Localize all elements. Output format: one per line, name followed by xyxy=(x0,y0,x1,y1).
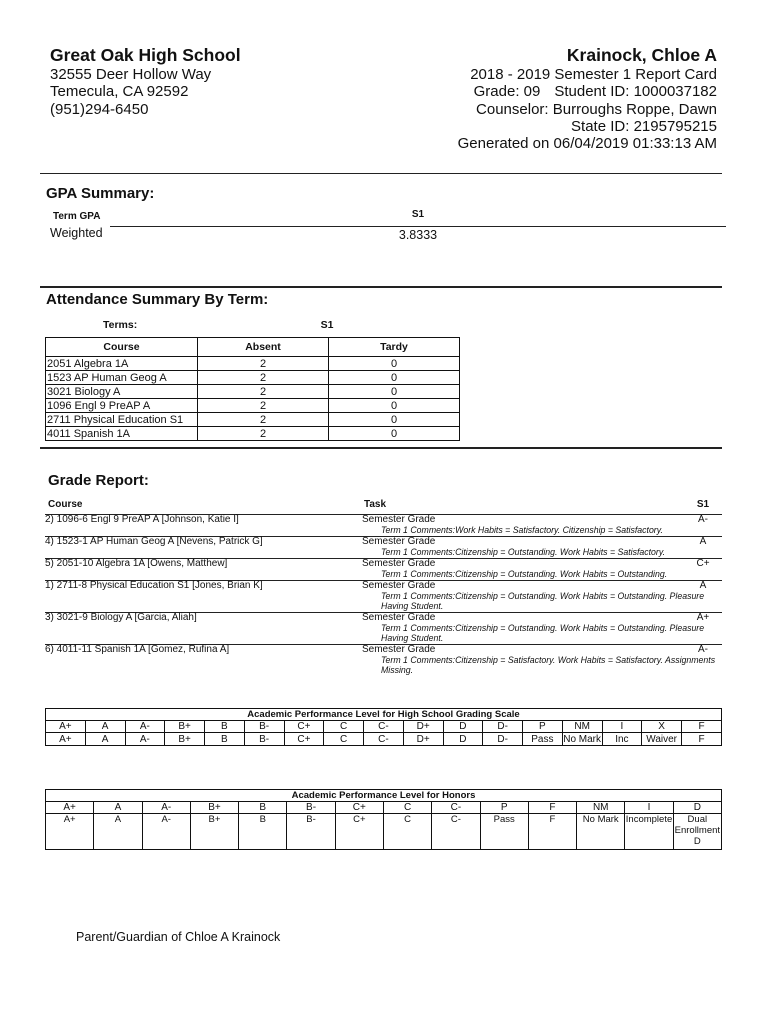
grade-report-course: 5) 2051-10 Algebra 1A [Owens, Matthew] xyxy=(45,558,228,569)
honors-scale-mark: NM xyxy=(577,802,625,814)
grade-report-comment: Term 1 Comments:Citizenship = Outstanding. Work Habits = Outstanding. Pleasure Having Student. xyxy=(381,623,705,643)
attendance-row xyxy=(46,357,460,371)
honors-scale-mark: D xyxy=(673,802,721,814)
hs-grading-scale-table xyxy=(45,708,722,746)
grade-report-comment: Term 1 Comments:Work Habits = Satisfactory. Citizenship = Satisfactory. xyxy=(381,525,663,535)
grade-report-course: 3) 3021-9 Biology A [Garcia, Aliah] xyxy=(45,612,197,623)
attendance-course: 1096 Engl 9 PreAP A xyxy=(46,399,198,413)
honors-scale-title: Academic Performance Level for Honors xyxy=(46,790,722,802)
hs-scale-mark: C- xyxy=(364,721,404,733)
grade-report-grade: A xyxy=(699,580,707,591)
grade-report-task: Semester Grade xyxy=(362,558,436,569)
grade-report-row-main xyxy=(45,581,722,591)
attendance-absent: 2 xyxy=(198,427,329,441)
school-phone: (951)294-6450 xyxy=(50,100,149,118)
grade-report-row xyxy=(45,515,722,537)
attendance-term: S1 xyxy=(320,319,334,331)
grade-report-row xyxy=(45,581,722,613)
grade-report-comment: Term 1 Comments:Citizenship = Satisfactory. Work Habits = Satisfactory. Assignments Missing. xyxy=(381,655,716,675)
hs-scale-mark: D xyxy=(443,721,483,733)
student-id: Student ID: 1000037182 xyxy=(554,83,717,101)
hs-scale-description: No Mark xyxy=(563,733,602,745)
attendance-absent: 2 xyxy=(198,385,329,399)
grade-report-grade: A- xyxy=(698,644,708,655)
hs-scale-mark: I xyxy=(602,721,642,733)
attendance-row xyxy=(46,413,460,427)
attendance-col-absent: Absent xyxy=(198,338,329,357)
grade-report-course: 6) 4011-11 Spanish 1A [Gomez, Rufina A] xyxy=(45,644,230,655)
honors-scale-description: C xyxy=(383,814,431,850)
attendance-row xyxy=(46,385,460,399)
honors-scale-description: C- xyxy=(432,814,480,850)
grade-report-row xyxy=(45,537,722,559)
grade-report-row xyxy=(45,559,722,581)
student-name: Krainock, Chloe A xyxy=(566,45,717,65)
hs-scale-mark: B+ xyxy=(165,721,205,733)
honors-scale-description: B+ xyxy=(190,814,238,850)
grade-report-task: Semester Grade xyxy=(362,536,436,547)
attendance-row xyxy=(46,427,460,441)
honors-scale-mark: P xyxy=(480,802,528,814)
honors-scale-description: No Mark xyxy=(577,814,625,850)
gpa-row-label: Weighted xyxy=(50,226,103,240)
grade-report-task: Semester Grade xyxy=(362,580,436,591)
grade-report-row xyxy=(45,613,722,645)
honors-scale-description: B xyxy=(239,814,287,850)
hs-scale-marks-row xyxy=(46,721,722,733)
hs-scale-description: C+ xyxy=(284,733,324,746)
hs-scale-description: Pass xyxy=(523,733,563,746)
attendance-row xyxy=(46,399,460,413)
hs-scale-mark: X xyxy=(642,721,682,733)
hs-scale-mark: A+ xyxy=(46,721,86,733)
hs-scale-mark: B xyxy=(205,721,245,733)
hs-scale-description: A- xyxy=(125,733,165,746)
hs-scale-mark: P xyxy=(523,721,563,733)
attendance-course: 3021 Biology A xyxy=(46,385,198,399)
gpa-term-column: S1 xyxy=(411,209,425,220)
attendance-course: 2051 Algebra 1A xyxy=(46,357,198,371)
attendance-tardy: 0 xyxy=(329,413,460,427)
hs-scale-description: C xyxy=(324,733,364,746)
grade-report-grade: A- xyxy=(698,514,708,525)
hs-scale-descriptions-row xyxy=(46,733,722,746)
attendance-terms-label: Terms: xyxy=(103,319,138,331)
generated-timestamp: Generated on 06/04/2019 01:33:13 AM xyxy=(457,135,717,153)
hs-scale-mark: D- xyxy=(483,721,523,733)
grade-report-task: Semester Grade xyxy=(362,644,436,655)
attendance-tardy: 0 xyxy=(329,399,460,413)
grade-report-comment: Term 1 Comments:Citizenship = Outstanding. Work Habits = Satisfactory. xyxy=(381,547,665,557)
grade-report-row-main xyxy=(45,537,722,547)
grade-report-col-course: Course xyxy=(48,499,83,510)
grade-report-col-term: S1 xyxy=(696,499,710,510)
gpa-header-underline xyxy=(110,226,726,227)
state-id: State ID: 2195795215 xyxy=(571,117,717,135)
attendance-col-course: Course xyxy=(46,338,198,357)
grade-report-col-task: Task xyxy=(364,499,387,510)
hs-scale-description: Waiver xyxy=(642,733,682,746)
grade-report-row xyxy=(45,645,722,676)
grade-report-row-main xyxy=(45,645,722,655)
honors-scale-mark: C+ xyxy=(335,802,383,814)
gpa-value: 3.8333 xyxy=(398,228,438,242)
honors-scale-description: Dual Enrollment D xyxy=(674,814,721,847)
grade-report-grade: A+ xyxy=(696,612,710,623)
attendance-absent: 2 xyxy=(198,357,329,371)
attendance-divider xyxy=(40,447,722,449)
honors-scale-mark: A+ xyxy=(46,802,94,814)
honors-scale-mark: I xyxy=(625,802,673,814)
hs-scale-mark: C xyxy=(324,721,364,733)
grade-report-course: 1) 2711-8 Physical Education S1 [Jones, Brian K] xyxy=(45,580,263,591)
student-info xyxy=(458,45,717,152)
attendance-heading: Attendance Summary By Term: xyxy=(46,291,269,308)
attendance-tardy: 0 xyxy=(329,427,460,441)
grade-report-row-main xyxy=(45,613,722,623)
school-street: 32555 Deer Hollow Way xyxy=(50,66,212,83)
honors-scale-mark: B+ xyxy=(190,802,238,814)
attendance-tardy: 0 xyxy=(329,385,460,399)
hs-scale-mark: A- xyxy=(125,721,165,733)
honors-scale-description: A- xyxy=(142,814,190,850)
grade-report-course: 2) 1096-6 Engl 9 PreAP A [Johnson, Katie I] xyxy=(45,514,239,525)
honors-scale-description-cell xyxy=(673,814,721,850)
attendance-course: 4011 Spanish 1A xyxy=(46,427,198,441)
honors-scale-description: A+ xyxy=(46,814,94,850)
attendance-course: 2711 Physical Education S1 xyxy=(46,413,198,427)
honors-scale-description: B- xyxy=(287,814,335,850)
honors-scale-description: A xyxy=(94,814,142,850)
hs-scale-mark: A xyxy=(85,721,125,733)
grade-report-grade: A xyxy=(699,536,707,547)
school-city: Temecula, CA 92592 xyxy=(50,83,189,101)
honors-scale-mark: A xyxy=(94,802,142,814)
hs-scale-mark: C+ xyxy=(284,721,324,733)
grade-report-list xyxy=(45,515,722,676)
hs-scale-description: D- xyxy=(483,733,523,746)
parent-signature-label: Parent/Guardian of Chloe A Krainock xyxy=(76,930,281,944)
honors-scale-mark: B xyxy=(239,802,287,814)
attendance-absent: 2 xyxy=(198,371,329,385)
attendance-row xyxy=(46,371,460,385)
grade-report-row-main xyxy=(45,559,722,569)
hs-scale-mark: B- xyxy=(244,721,284,733)
grade-id-line xyxy=(458,83,717,100)
hs-scale-description: B xyxy=(205,733,245,746)
attendance-table xyxy=(45,337,460,441)
hs-scale-description: D+ xyxy=(403,733,443,746)
school-info xyxy=(50,45,241,118)
attendance-header-row xyxy=(46,338,460,357)
header-divider xyxy=(40,173,722,174)
hs-scale-description: F xyxy=(682,733,722,746)
honors-scale-description: C+ xyxy=(335,814,383,850)
hs-scale-title-row xyxy=(46,709,722,721)
honors-scale-description: F xyxy=(528,814,576,850)
grade-report-heading: Grade Report: xyxy=(48,472,149,489)
hs-scale-description: B- xyxy=(244,733,284,746)
hs-scale-description: B+ xyxy=(165,733,205,746)
attendance-tardy: 0 xyxy=(329,371,460,385)
grade-report-task: Semester Grade xyxy=(362,514,436,525)
hs-scale-mark: F xyxy=(682,721,722,733)
honors-scale-mark: C- xyxy=(432,802,480,814)
counselor: Counselor: Burroughs Roppe, Dawn xyxy=(476,100,717,118)
hs-scale-description: Inc xyxy=(602,733,642,746)
attendance-absent: 2 xyxy=(198,413,329,427)
attendance-absent: 2 xyxy=(198,399,329,413)
hs-scale-description: A+ xyxy=(46,733,86,746)
hs-scale-description: C- xyxy=(364,733,404,746)
hs-scale-mark: D+ xyxy=(403,721,443,733)
grade-report-task: Semester Grade xyxy=(362,612,436,623)
honors-scale-mark: A- xyxy=(142,802,190,814)
honors-scale-description: Pass xyxy=(480,814,528,850)
grade-report-row-main xyxy=(45,515,722,525)
hs-scale-description: A xyxy=(85,733,125,746)
hs-scale-description: D xyxy=(443,733,483,746)
grade-report-comment: Term 1 Comments:Citizenship = Outstanding. Work Habits = Outstanding. Pleasure Having Student. xyxy=(381,591,705,611)
attendance-tardy: 0 xyxy=(329,357,460,371)
report-title: 2018 - 2019 Semester 1 Report Card xyxy=(470,66,717,83)
gpa-summary-heading: GPA Summary: xyxy=(46,185,155,202)
attendance-col-tardy: Tardy xyxy=(329,338,460,357)
honors-scale-mark: B- xyxy=(287,802,335,814)
grade-report-course: 4) 1523-1 AP Human Geog A [Nevens, Patrick G] xyxy=(45,536,263,547)
honors-scale-descriptions-row xyxy=(46,814,722,850)
honors-grading-scale-table xyxy=(45,789,722,850)
honors-scale-marks-row xyxy=(46,802,722,814)
hs-scale-title: Academic Performance Level for High School Grading Scale xyxy=(46,709,722,721)
grade-report-comment: Term 1 Comments:Citizenship = Outstanding. Work Habits = Outstanding. xyxy=(381,569,668,579)
gpa-divider xyxy=(40,286,722,288)
attendance-course: 1523 AP Human Geog A xyxy=(46,371,198,385)
honors-scale-mark: C xyxy=(383,802,431,814)
grade-report-grade: C+ xyxy=(696,558,710,569)
student-grade: Grade: 09 xyxy=(473,83,541,101)
honors-scale-description: Incomplete xyxy=(625,814,673,850)
gpa-term-label: Term GPA xyxy=(53,211,101,222)
school-name: Great Oak High School xyxy=(50,45,241,65)
hs-scale-mark: NM xyxy=(562,721,602,733)
honors-scale-mark: F xyxy=(528,802,576,814)
honors-scale-title-row xyxy=(46,790,722,802)
